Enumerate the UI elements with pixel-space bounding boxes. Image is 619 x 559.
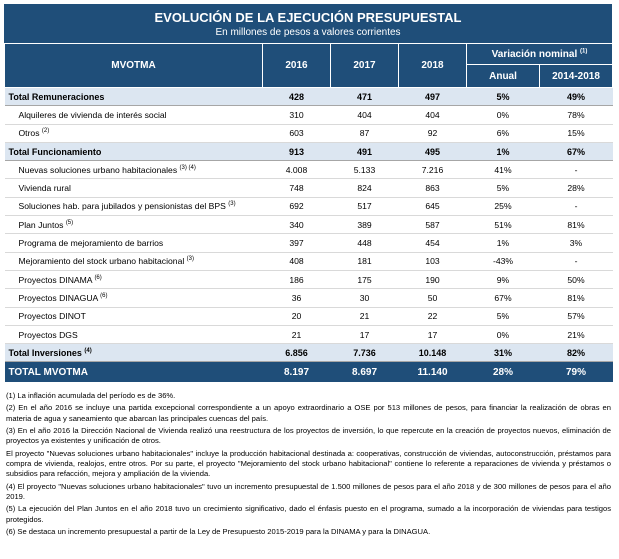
row-footnote-ref: (6) [100, 293, 108, 300]
cell-anual: 28% [467, 362, 540, 383]
cell-v2017: 181 [331, 252, 399, 270]
row-label: Vivienda rural [18, 183, 71, 194]
row-footnote-ref: (5) [65, 219, 74, 226]
row-label: Otros [18, 128, 40, 139]
cell-v2016: 310 [263, 106, 331, 124]
cell-v2017: 404 [331, 106, 399, 124]
row-label-cell [5, 88, 263, 106]
row-label: Mejoramiento del stock urbano habitacional [18, 256, 185, 267]
table-row [5, 270, 613, 288]
cell-anual: 1% [467, 234, 540, 252]
footnote: (5) La ejecución del Plan Juntos en el año 2018 tuvo un crecimiento significativo, dado el énfasis puesto en el programa, sumado a la incorporación de viviendas para testigos protegidos. [6, 504, 611, 524]
cell-v2017: 17 [331, 325, 399, 343]
cell-period: 50% [540, 270, 613, 288]
cell-period: 81% [540, 289, 613, 307]
cell-v2016: 36 [263, 289, 331, 307]
group-total-row [5, 142, 613, 160]
cell-v2018: 7.216 [399, 161, 467, 179]
row-label: Total Inversiones [8, 347, 82, 358]
cell-v2018: 863 [399, 179, 467, 197]
cell-v2016: 748 [263, 179, 331, 197]
row-label-cell [5, 325, 263, 343]
cell-period: 78% [540, 106, 613, 124]
cell-v2016: 8.197 [263, 362, 331, 383]
cell-period: 3% [540, 234, 613, 252]
cell-v2017: 7.736 [331, 344, 399, 362]
cell-v2017: 5.133 [331, 161, 399, 179]
cell-v2016: 692 [263, 197, 331, 215]
header-variacion-note: (1) [580, 48, 588, 55]
cell-v2018: 17 [399, 325, 467, 343]
cell-period: 81% [540, 216, 613, 234]
header-entity: MVOTMA [5, 44, 263, 88]
row-footnote-ref: (6) [94, 274, 102, 281]
cell-period: 21% [540, 325, 613, 343]
row-label: Proyectos DINAGUA [18, 292, 98, 303]
cell-anual: 67% [467, 289, 540, 307]
cell-v2017: 21 [331, 307, 399, 325]
table-row [5, 289, 613, 307]
cell-period: 28% [540, 179, 613, 197]
cell-v2018: 103 [399, 252, 467, 270]
header-period: 2014-2018 [540, 65, 613, 88]
cell-v2016: 20 [263, 307, 331, 325]
footnote: (2) En el año 2016 se incluye una partida excepcional correspondiente a un apoyo extraordinario a OSE por 513 millones de pesos, para financiar la realización de obras en materia de agua y saneamiento que abarcan las principales cuencas del país. [6, 403, 611, 423]
table-body [5, 88, 613, 383]
cell-v2018: 495 [399, 142, 467, 160]
row-label: Proyectos DINOT [18, 311, 86, 322]
table-row [5, 161, 613, 179]
table-row [5, 234, 613, 252]
header-2016: 2016 [263, 44, 331, 88]
cell-period: 79% [540, 362, 613, 383]
table-row [5, 252, 613, 270]
footnote: (1) La inflación acumulada del período es de 36%. [6, 391, 176, 400]
table-row [5, 216, 613, 234]
cell-period: 57% [540, 307, 613, 325]
cell-anual: 31% [467, 344, 540, 362]
cell-v2017: 517 [331, 197, 399, 215]
cell-period: - [540, 197, 613, 215]
row-label-cell [5, 252, 263, 270]
group-total-row [5, 88, 613, 106]
header-variacion-label: Variación nominal [491, 48, 578, 60]
row-footnote-ref: (3) [186, 256, 194, 263]
cell-v2018: 645 [399, 197, 467, 215]
footnote: (4) El proyecto "Nuevas soluciones urbano habitacionales" tuvo un incremento presupuestal de 1.500 millones de pesos para el año 2018 y de 300 millones de pesos para el año 2019. [6, 481, 611, 502]
cell-v2017: 87 [331, 124, 399, 142]
footnotes [6, 391, 611, 540]
cell-v2017: 491 [331, 142, 399, 160]
cell-anual: 9% [467, 270, 540, 288]
budget-table [4, 43, 613, 382]
row-label-cell [5, 106, 263, 124]
row-label: Programa de mejoramiento de barrios [18, 238, 164, 249]
row-label-cell [5, 179, 263, 197]
title-banner [4, 4, 612, 43]
cell-v2018: 190 [399, 270, 467, 288]
table-header [5, 44, 613, 88]
row-label-cell [5, 270, 263, 288]
cell-v2017: 30 [331, 289, 399, 307]
row-label: Total Remuneraciones [8, 91, 105, 102]
table-row [5, 197, 613, 215]
row-label-cell [5, 216, 263, 234]
cell-anual: 5% [467, 307, 540, 325]
footnote: (6) Se destaca un incremento presupuestal a partir de la Ley de Presupuesto 2015-2019 para la DINAMA y para la DINAGUA. [6, 527, 431, 537]
row-label-cell [5, 307, 263, 325]
group-total-row [5, 344, 613, 362]
cell-v2016: 408 [263, 252, 331, 270]
cell-v2017: 389 [331, 216, 399, 234]
row-label-cell [5, 124, 263, 142]
cell-v2016: 4.008 [263, 161, 331, 179]
cell-period: 82% [540, 344, 613, 362]
row-label: Plan Juntos [18, 219, 64, 230]
row-label: Soluciones hab. para jubilados y pensionistas del BPS [18, 201, 226, 212]
table-row [5, 307, 613, 325]
report-title: EVOLUCIÓN DE LA EJECUCIÓN PRESUPUESTAL [154, 10, 462, 25]
cell-v2017: 471 [331, 88, 399, 106]
header-variacion [467, 44, 613, 65]
row-label: Proyectos DGS [18, 329, 78, 340]
row-label-cell [5, 234, 263, 252]
table-row [5, 325, 613, 343]
row-footnote-ref: (4) [84, 347, 92, 354]
row-label: Total Funcionamiento [8, 146, 102, 157]
cell-anual: 51% [467, 216, 540, 234]
cell-anual: -43% [467, 252, 540, 270]
row-label-cell [5, 142, 263, 160]
cell-v2017: 8.697 [331, 362, 399, 383]
row-label-cell [5, 161, 263, 179]
header-2017: 2017 [331, 44, 399, 88]
table-row [5, 106, 613, 124]
row-label-cell [5, 362, 263, 383]
cell-period: 15% [540, 124, 613, 142]
header-anual: Anual [467, 65, 540, 88]
cell-v2016: 397 [263, 234, 331, 252]
row-label-cell [5, 289, 263, 307]
cell-period: - [540, 252, 613, 270]
cell-v2017: 824 [331, 179, 399, 197]
cell-v2016: 603 [263, 124, 331, 142]
row-footnote-ref: (3) [228, 201, 236, 208]
row-footnote-ref: (3) (4) [179, 164, 196, 171]
cell-v2017: 175 [331, 270, 399, 288]
cell-v2016: 428 [263, 88, 331, 106]
header-2018: 2018 [399, 44, 467, 88]
cell-v2016: 21 [263, 325, 331, 343]
cell-period: 67% [540, 142, 613, 160]
row-label-cell [5, 344, 263, 362]
row-label: TOTAL MVOTMA [8, 366, 88, 378]
cell-v2017: 448 [331, 234, 399, 252]
cell-v2018: 497 [399, 88, 467, 106]
grand-total-row [5, 362, 613, 383]
table-row [5, 179, 613, 197]
cell-v2018: 92 [399, 124, 467, 142]
cell-v2018: 10.148 [399, 344, 467, 362]
footnote: El proyecto "Nuevas soluciones urbano habitacionales" incluye la producción habitacional destinada a: cooperativas, construcción de viviendas, autoconstrucción, préstamos para compra de vivienda, realojos, entre otros. Por su parte, el proyecto "Mejoramiento del stock urbano habitacional" contiene lo referente a reparaciones de vivienda y préstamos o subsidios para refacción, mejora y ampliación de la vivienda. [6, 448, 611, 479]
cell-v2018: 22 [399, 307, 467, 325]
cell-anual: 41% [467, 161, 540, 179]
cell-v2016: 340 [263, 216, 331, 234]
cell-anual: 5% [467, 88, 540, 106]
row-label: Nuevas soluciones urbano habitacionales [18, 164, 178, 175]
cell-anual: 5% [467, 179, 540, 197]
cell-anual: 6% [467, 124, 540, 142]
report-subtitle: En millones de pesos a valores corrientes [215, 27, 401, 38]
cell-anual: 0% [467, 106, 540, 124]
footnote: (3) En el año 2016 la Dirección Nacional de Vivienda realizó una reestructura de los proyectos de inversión, lo que repercute en la creación de proyectos nuevos, eliminación de proyectos ya existentes y unificación de otros. [6, 426, 611, 446]
row-label: Proyectos DINAMA [18, 274, 93, 285]
cell-period: 49% [540, 88, 613, 106]
cell-v2018: 50 [399, 289, 467, 307]
cell-v2016: 186 [263, 270, 331, 288]
cell-v2018: 587 [399, 216, 467, 234]
table-row [5, 124, 613, 142]
cell-v2018: 11.140 [399, 362, 467, 383]
cell-period: - [540, 161, 613, 179]
row-footnote-ref: (2) [41, 128, 50, 135]
cell-v2016: 913 [263, 142, 331, 160]
row-label: Alquileres de vivienda de interés social [18, 109, 167, 120]
cell-v2018: 454 [399, 234, 467, 252]
cell-anual: 1% [467, 142, 540, 160]
cell-v2016: 6.856 [263, 344, 331, 362]
row-label-cell [5, 197, 263, 215]
cell-anual: 25% [467, 197, 540, 215]
cell-anual: 0% [467, 325, 540, 343]
budget-report [4, 4, 612, 382]
cell-v2018: 404 [399, 106, 467, 124]
